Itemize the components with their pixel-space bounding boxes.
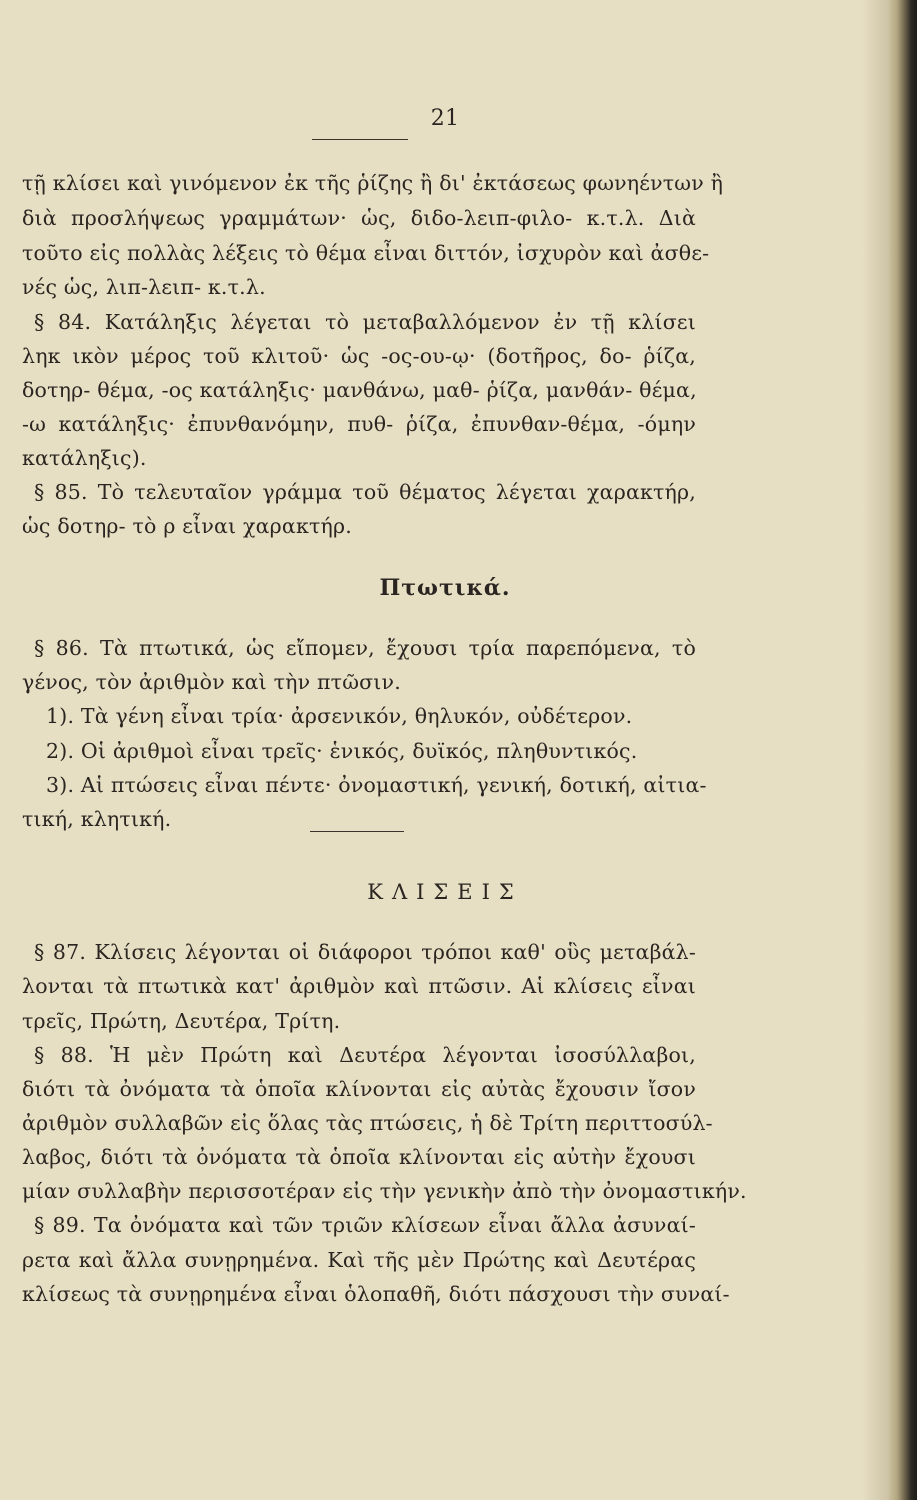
text-line: διότι τὰ ὀνόματα τὰ ὁποῖα κλίνονται εἰς αὐτὰς ἔχουσιν ἴσον — [22, 1077, 696, 1101]
text-line: -ω κατάληξις· ἐπυνθανόμην, πυθ- ῥίζα, ἐπυνθαν-θέμα, -όμην — [22, 412, 696, 436]
text-line: διὰ προσλήψεως γραμμάτων· ὡς, διδο-λειπ-φιλο- κ.τ.λ. Διὰ — [22, 206, 696, 230]
text-line: τική, κλητική. — [22, 807, 172, 831]
text-line: ὡς δοτηρ- τὸ ρ εἶναι χαρακτήρ. — [22, 514, 352, 538]
text-line: ἀριθμὸν συλλαβῶν εἰς ὅλας τὰς πτώσεις, ἡ δὲ Τρίτη περιττοσύλ- — [22, 1111, 713, 1135]
paragraph-88-line: § 88. Ἡ μὲν Πρώτη καὶ Δευτέρα λέγονται ἰσοσύλλαβοι, — [34, 1043, 696, 1067]
text-line: κατάληξις). — [22, 446, 147, 470]
paragraph-86-line: § 86. Τὰ πτωτικά, ὡς εἴπομεν, ἔχουσι τρία παρεπόμενα, τὸ — [34, 636, 696, 660]
text-line: δοτηρ- θέμα, -ος κατάληξις· μανθάνω, μαθ- ῥίζα, μανθάν- θέμα, — [22, 378, 697, 402]
text-line: κλίσεως τὰ συνῃρημένα εἶναι ὁλοπαθῆ, διότι πάσχουσι τὴν συναί- — [22, 1282, 730, 1306]
section-heading-ptotika: Πτωτικά. — [379, 575, 511, 601]
paragraph-84-line: § 84. Κατάληξις λέγεται τὸ μεταβαλλόμενον ἐν τῇ κλίσει — [34, 310, 696, 334]
text-line: λαβος, διότι τὰ ὀνόματα τὰ ὁποῖα κλίνονται εἰς αὐτὴν ἔχουσι — [22, 1145, 696, 1169]
text-line: ληκ ικὸν μέρος τοῦ κλιτοῦ· ὡς -ος-ου-ῳ· (δοτῆρος, δο- ῥίζα, — [22, 344, 696, 368]
paragraph-87-line: § 87. Κλίσεις λέγονται οἱ διάφοροι τρόποι καθ' οὓς μεταβάλ- — [34, 940, 696, 964]
text-line: τρεῖς, Πρώτη, Δευτέρα, Τρίτη. — [22, 1009, 341, 1033]
paragraph-89-line: § 89. Τα ὀνόματα καὶ τῶν τριῶν κλίσεων εἶναι ἄλλα ἀσυναί- — [34, 1213, 696, 1237]
list-item-cases: 3). Αἱ πτώσεις εἶναι πέντε· ὀνομαστική, γενική, δοτική, αἰτια- — [46, 773, 707, 797]
text-line: λονται τὰ πτωτικὰ κατ' ἀριθμὸν καὶ πτῶσιν. Αἱ κλίσεις εἶναι — [22, 974, 696, 998]
text-line: μίαν συλλαβὴν περισσοτέραν εἰς τὴν γενικὴν ἀπὸ τὴν ὀνομαστικήν. — [22, 1179, 747, 1203]
text-line: νές ὡς, λιπ-λειπ- κ.τ.λ. — [22, 275, 266, 299]
text-line: ρετα καὶ ἄλλα συνῃρημένα. Καὶ τῆς μὲν Πρώτης καὶ Δευτέρας — [22, 1248, 696, 1272]
section-divider — [310, 831, 404, 832]
page-edge-shadow — [862, 0, 890, 1500]
section-heading-kliseis: ΚΛΙΣΕΙΣ — [367, 880, 523, 904]
text-line: τῇ κλίσει καὶ γινόμενον ἐκ τῆς ῥίζης ἢ δι' ἐκτάσεως φωνηέντων ἢ — [22, 171, 724, 195]
paragraph-85-line: § 85. Τὸ τελευταῖον γράμμα τοῦ θέματος λέγεται χαρακτήρ, — [34, 480, 696, 504]
list-item-genders: 1). Τὰ γένη εἶναι τρία· ἀρσενικόν, θηλυκόν, οὐδέτερον. — [46, 704, 633, 728]
top-rule — [312, 139, 408, 140]
text-line: τοῦτο εἰς πολλὰς λέξεις τὸ θέμα εἶναι διττόν, ἰσχυρὸν καὶ ἀσθε- — [22, 241, 710, 265]
page-number: 21 — [430, 106, 460, 131]
list-item-numbers: 2). Οἱ ἀριθμοὶ εἶναι τρεῖς· ἑνικός, δυϊκός, πληθυντικός. — [46, 739, 638, 763]
book-spine — [889, 0, 917, 1500]
text-line: γένος, τὸν ἀριθμὸν καὶ τὴν πτῶσιν. — [22, 670, 401, 694]
